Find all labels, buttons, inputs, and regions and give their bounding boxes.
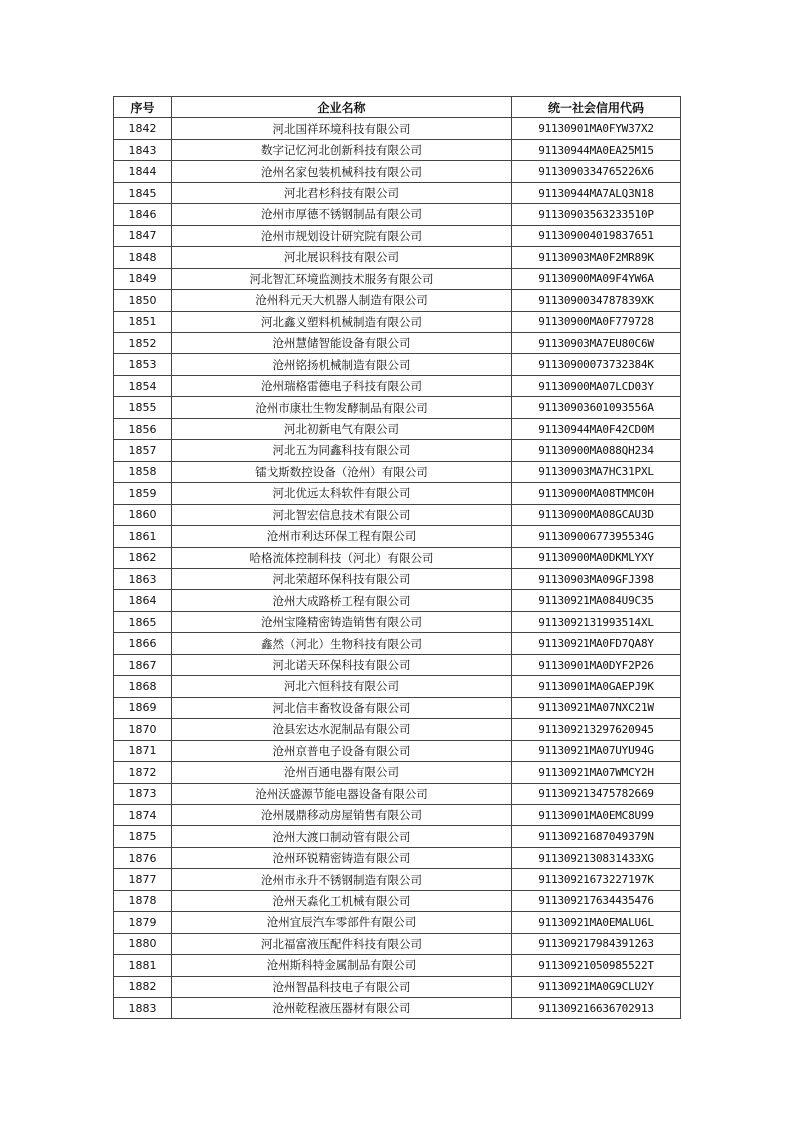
table-row xyxy=(114,161,681,182)
row-credit-code: 911309217634435476 xyxy=(512,890,681,911)
row-seq: 1880 xyxy=(114,933,172,954)
row-credit-code: 91130921MA07WMCY2H xyxy=(512,762,681,783)
row-credit-code: 91130901MA0GAEPJ9K xyxy=(512,676,681,697)
table-row xyxy=(114,118,681,139)
row-company-name: 哈格流体控制科技（河北）有限公司 xyxy=(172,547,512,568)
table-row xyxy=(114,611,681,632)
row-company-name: 河北六恒科技有限公司 xyxy=(172,676,512,697)
row-company-name: 沧州沃盛源节能电器设备有限公司 xyxy=(172,783,512,804)
table-row xyxy=(114,461,681,482)
row-company-name: 河北初新电气有限公司 xyxy=(172,418,512,439)
row-seq: 1881 xyxy=(114,955,172,976)
table-row xyxy=(114,654,681,675)
row-company-name: 沧州环锐精密铸造有限公司 xyxy=(172,847,512,868)
row-seq: 1862 xyxy=(114,547,172,568)
row-credit-code: 9113090034787839XK xyxy=(512,290,681,311)
row-seq: 1882 xyxy=(114,976,172,997)
row-seq: 1849 xyxy=(114,268,172,289)
row-company-name: 沧州慧储智能设备有限公司 xyxy=(172,332,512,353)
row-seq: 1878 xyxy=(114,890,172,911)
row-company-name: 河北展识科技有限公司 xyxy=(172,247,512,268)
table-row xyxy=(114,483,681,504)
row-company-name: 河北智汇环境监测技术服务有限公司 xyxy=(172,268,512,289)
row-seq: 1875 xyxy=(114,826,172,847)
row-seq: 1877 xyxy=(114,869,172,890)
row-company-name: 沧州大成路桥工程有限公司 xyxy=(172,590,512,611)
row-credit-code: 91130901MA0DYF2P26 xyxy=(512,654,681,675)
row-company-name: 鑫然（河北）生物科技有限公司 xyxy=(172,633,512,654)
table-row xyxy=(114,268,681,289)
row-seq: 1874 xyxy=(114,804,172,825)
row-seq: 1859 xyxy=(114,483,172,504)
table-row xyxy=(114,783,681,804)
row-company-name: 河北五为同鑫科技有限公司 xyxy=(172,440,512,461)
row-seq: 1873 xyxy=(114,783,172,804)
row-company-name: 沧州市康壮生物发酵制品有限公司 xyxy=(172,397,512,418)
table-row xyxy=(114,697,681,718)
table-row xyxy=(114,633,681,654)
row-company-name: 沧州智晶科技电子有限公司 xyxy=(172,976,512,997)
row-seq: 1855 xyxy=(114,397,172,418)
table-row xyxy=(114,182,681,203)
row-credit-code: 91130921687049379N xyxy=(512,826,681,847)
table-row xyxy=(114,418,681,439)
row-company-name: 沧州铭扬机械制造有限公司 xyxy=(172,354,512,375)
table-row xyxy=(114,504,681,525)
table-row xyxy=(114,869,681,890)
table-row xyxy=(114,804,681,825)
row-credit-code: 91130900MA08GCAU3D xyxy=(512,504,681,525)
row-company-name: 沧州市永升不锈钢制造有限公司 xyxy=(172,869,512,890)
table-row xyxy=(114,847,681,868)
row-credit-code: 911309004019837651 xyxy=(512,225,681,246)
table-row xyxy=(114,890,681,911)
row-seq: 1857 xyxy=(114,440,172,461)
row-seq: 1843 xyxy=(114,139,172,160)
row-company-name: 河北鑫义塑料机械制造有限公司 xyxy=(172,311,512,332)
table-row xyxy=(114,590,681,611)
row-credit-code: 91130921MA0FD7QA8Y xyxy=(512,633,681,654)
row-seq: 1864 xyxy=(114,590,172,611)
row-credit-code: 911309213297620945 xyxy=(512,719,681,740)
row-credit-code: 91130900677395534G xyxy=(512,526,681,547)
row-seq: 1854 xyxy=(114,375,172,396)
table-row xyxy=(114,397,681,418)
table-row xyxy=(114,762,681,783)
row-company-name: 河北优远太科软件有限公司 xyxy=(172,483,512,504)
row-seq: 1848 xyxy=(114,247,172,268)
table-header-row xyxy=(114,97,681,118)
row-seq: 1861 xyxy=(114,526,172,547)
row-credit-code: 91130900MA07LCD03Y xyxy=(512,375,681,396)
row-credit-code: 911309217984391263 xyxy=(512,933,681,954)
row-company-name: 河北荣超环保科技有限公司 xyxy=(172,568,512,589)
row-seq: 1872 xyxy=(114,762,172,783)
row-company-name: 沧州天淼化工机械有限公司 xyxy=(172,890,512,911)
table-row xyxy=(114,547,681,568)
row-company-name: 沧州瑞格雷德电子科技有限公司 xyxy=(172,375,512,396)
row-credit-code: 91130921MA07UYU94G xyxy=(512,740,681,761)
table-row xyxy=(114,204,681,225)
row-credit-code: 91130900MA088QH234 xyxy=(512,440,681,461)
row-credit-code: 911309216636702913 xyxy=(512,998,681,1019)
row-credit-code: 91130901MA0EMC8U99 xyxy=(512,804,681,825)
row-company-name: 沧州京普电子设备有限公司 xyxy=(172,740,512,761)
row-seq: 1866 xyxy=(114,633,172,654)
row-credit-code: 91130944MA0F42CD0M xyxy=(512,418,681,439)
row-seq: 1865 xyxy=(114,611,172,632)
table-row xyxy=(114,740,681,761)
row-company-name: 河北君杉科技有限公司 xyxy=(172,182,512,203)
table-row xyxy=(114,998,681,1019)
row-seq: 1858 xyxy=(114,461,172,482)
row-credit-code: 91130921MA0G9CLU2Y xyxy=(512,976,681,997)
row-company-name: 沧州宜辰汽车零部件有限公司 xyxy=(172,912,512,933)
row-seq: 1863 xyxy=(114,568,172,589)
header-seq: 序号 xyxy=(114,97,172,118)
row-seq: 1851 xyxy=(114,311,172,332)
row-seq: 1879 xyxy=(114,912,172,933)
row-company-name: 河北国祥环境科技有限公司 xyxy=(172,118,512,139)
row-seq: 1844 xyxy=(114,161,172,182)
table-row xyxy=(114,332,681,353)
row-seq: 1860 xyxy=(114,504,172,525)
row-company-name: 沧州大渡口制动管有限公司 xyxy=(172,826,512,847)
row-seq: 1842 xyxy=(114,118,172,139)
row-seq: 1845 xyxy=(114,182,172,203)
table-row xyxy=(114,933,681,954)
row-credit-code: 91130903MA7EU80C6W xyxy=(512,332,681,353)
row-seq: 1853 xyxy=(114,354,172,375)
table-row xyxy=(114,826,681,847)
table-row xyxy=(114,311,681,332)
table-row xyxy=(114,719,681,740)
row-seq: 1883 xyxy=(114,998,172,1019)
table-row xyxy=(114,568,681,589)
row-credit-code: 91130903MA7HC31PXL xyxy=(512,461,681,482)
row-company-name: 沧县宏达水泥制品有限公司 xyxy=(172,719,512,740)
row-seq: 1846 xyxy=(114,204,172,225)
row-credit-code: 91130900073732384K xyxy=(512,354,681,375)
row-seq: 1868 xyxy=(114,676,172,697)
row-credit-code: 91130900MA0F779728 xyxy=(512,311,681,332)
row-credit-code: 9113092130831433XG xyxy=(512,847,681,868)
row-credit-code: 91130944MA0EA25M15 xyxy=(512,139,681,160)
table-row xyxy=(114,139,681,160)
row-credit-code: 91130900MA0DKMLYXY xyxy=(512,547,681,568)
row-company-name: 沧州宝隆精密铸造销售有限公司 xyxy=(172,611,512,632)
table-row xyxy=(114,247,681,268)
row-credit-code: 91130903601093556A xyxy=(512,397,681,418)
enterprise-credit-code-table xyxy=(113,96,681,1019)
row-credit-code: 91130921MA084U9C35 xyxy=(512,590,681,611)
row-credit-code: 9113092131993514XL xyxy=(512,611,681,632)
row-company-name: 沧州市厚德不锈钢制品有限公司 xyxy=(172,204,512,225)
row-company-name: 河北诺天环保科技有限公司 xyxy=(172,654,512,675)
row-credit-code: 91130903563233510P xyxy=(512,204,681,225)
row-company-name: 沧州百通电器有限公司 xyxy=(172,762,512,783)
row-credit-code: 91130903MA0F2MR89K xyxy=(512,247,681,268)
row-company-name: 沧州名家包装机械科技有限公司 xyxy=(172,161,512,182)
row-seq: 1847 xyxy=(114,225,172,246)
row-credit-code: 91130900MA09F4YW6A xyxy=(512,268,681,289)
table-row xyxy=(114,375,681,396)
row-company-name: 沧州市利达环保工程有限公司 xyxy=(172,526,512,547)
table-row xyxy=(114,290,681,311)
table-row xyxy=(114,225,681,246)
row-seq: 1871 xyxy=(114,740,172,761)
row-company-name: 沧州科元天大机器人制造有限公司 xyxy=(172,290,512,311)
row-company-name: 河北智宏信息技术有限公司 xyxy=(172,504,512,525)
row-credit-code: 91130921MA0EMALU6L xyxy=(512,912,681,933)
row-seq: 1850 xyxy=(114,290,172,311)
row-credit-code: 91130921MA07NXC21W xyxy=(512,697,681,718)
row-credit-code: 91130900MA08TMMC0H xyxy=(512,483,681,504)
row-credit-code: 91130901MA0FYW37X2 xyxy=(512,118,681,139)
row-seq: 1869 xyxy=(114,697,172,718)
row-company-name: 河北福富液压配件科技有限公司 xyxy=(172,933,512,954)
row-company-name: 数字记忆河北创新科技有限公司 xyxy=(172,139,512,160)
row-credit-code: 911309213475782669 xyxy=(512,783,681,804)
row-credit-code: 91130921673227197K xyxy=(512,869,681,890)
table-row xyxy=(114,912,681,933)
table-row xyxy=(114,354,681,375)
header-name: 企业名称 xyxy=(172,97,512,118)
row-seq: 1870 xyxy=(114,719,172,740)
table-row xyxy=(114,526,681,547)
row-company-name: 沧州晟鼎移动房屋销售有限公司 xyxy=(172,804,512,825)
row-credit-code: 91130944MA7ALQ3N18 xyxy=(512,182,681,203)
row-credit-code: 91130903MA09GFJ398 xyxy=(512,568,681,589)
header-code: 统一社会信用代码 xyxy=(512,97,681,118)
row-company-name: 镭戈斯数控设备（沧州）有限公司 xyxy=(172,461,512,482)
row-company-name: 河北信丰畜牧设备有限公司 xyxy=(172,697,512,718)
table-row xyxy=(114,440,681,461)
row-company-name: 沧州斯科特金属制品有限公司 xyxy=(172,955,512,976)
row-seq: 1852 xyxy=(114,332,172,353)
row-seq: 1876 xyxy=(114,847,172,868)
table-row xyxy=(114,976,681,997)
table-row xyxy=(114,676,681,697)
row-credit-code: 91130921050985522T xyxy=(512,955,681,976)
table-row xyxy=(114,955,681,976)
row-company-name: 沧州乾程液压器材有限公司 xyxy=(172,998,512,1019)
row-company-name: 沧州市规划设计研究院有限公司 xyxy=(172,225,512,246)
row-seq: 1867 xyxy=(114,654,172,675)
row-seq: 1856 xyxy=(114,418,172,439)
row-credit-code: 9113090334765226X6 xyxy=(512,161,681,182)
